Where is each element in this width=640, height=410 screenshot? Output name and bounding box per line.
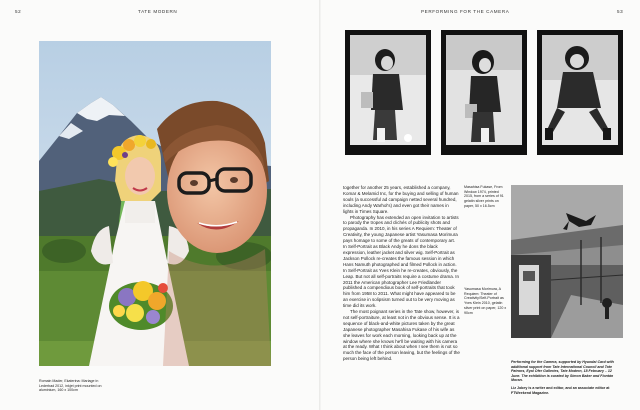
left-running-title: TATE MODERN xyxy=(138,9,178,14)
morimura-leap-photograph xyxy=(511,185,623,338)
fukase-frame-3-illustration xyxy=(537,30,623,155)
left-page-number: 52 xyxy=(15,9,22,14)
fukase-frame-1 xyxy=(345,30,431,155)
bride-photograph-caption: Romain Mader, Ekaterina: Mariage in Lederbad 2012, inkjet print mounted on aluminium, 160 x 100cm xyxy=(39,379,102,393)
fukase-frame-2 xyxy=(441,30,527,155)
fukase-frame-1-illustration xyxy=(345,30,431,155)
morimura-caption: Yasumasa Morimura, A Requiem: Theater of Creativity/Self-Portrait as Yves Klein 2010, gelatin silver print on paper, 120 x 90cm xyxy=(464,287,507,315)
bride-photograph xyxy=(39,41,271,366)
morimura-leap-photograph-illustration xyxy=(511,185,623,338)
exhibition-info: Performing for the Camera, supported by Hyundai Card with additional support from Tate International Council and Tate Patrons, Eyal Ofer Galleries, Tate Modern, 18 February – 12 June. The exhibition is curated by Simon Baker and Fiontán Moran. xyxy=(511,360,614,383)
bride-photograph-illustration xyxy=(39,41,271,366)
fukase-frame-3 xyxy=(537,30,623,155)
author-bio: Liz Jobey is a writer and editor, and an associate editor at FTWeekend Magazine. xyxy=(511,385,610,395)
body-paragraph: The most poignant series in the Tate show, however, is not self-portraiture, at least not in the obvious sense. It is a sequence of black-and-white pictures taken by the great Japanese photographer Masahisa Fukase of his wife as she leaves for work each morning, looking back up at the window where she knows he'll be waiting with his camera at the ready. What I think about when I see them is not so much the face of the person leaving, but the feelings of the person being left behind. xyxy=(343,309,460,362)
body-paragraph: Photography has extended an open invitation to artists to parody the tropes and clichés of publicity shots and propaganda. In 2010, in his series A Requiem: Theater of Creativity, the young Japanese artist Yasumasa Morimura pays homage to some of the greats of contemporary art. In Self-Portrait as Black Andy he dons the black expression, leather jacket and silver wig. Self-Portrait as Jackson Pollock re-creates the famous session in which Hans Namuth photographed and filmed Pollock in action. In Self-Portrait as Yves Klein he re-creates, obviously, the Leap. But not all self-portraits require a costume drama. In 2011 the American photographer Lee Friedlander published a compendious book of self-portraits that took him from 1958 to 2011. What might have appeared to be an exercise in solipsism turned out to be very moving as time did its work. xyxy=(343,214,460,309)
article-body xyxy=(343,185,460,362)
fukase-caption: Masahisa Fukase, From Window 1974, printed 2015, from a series of 91 gelatin silver prints on paper, 50 x 16.5cm xyxy=(464,185,504,208)
fukase-frame-2-illustration xyxy=(441,30,527,155)
exhibition-credits xyxy=(511,360,615,395)
right-running-title: PERFORMING FOR THE CAMERA xyxy=(421,9,510,14)
body-paragraph: together for another 25 years, established a company, Komar & Melamid Inc, for the buying and selling of human souls (a successful ad campaign netted several hundred, including Andy Warhol's) and even got their names in lights in Times Square. xyxy=(343,185,459,214)
spine-gutter xyxy=(319,0,321,410)
right-page-number: 53 xyxy=(617,9,624,14)
